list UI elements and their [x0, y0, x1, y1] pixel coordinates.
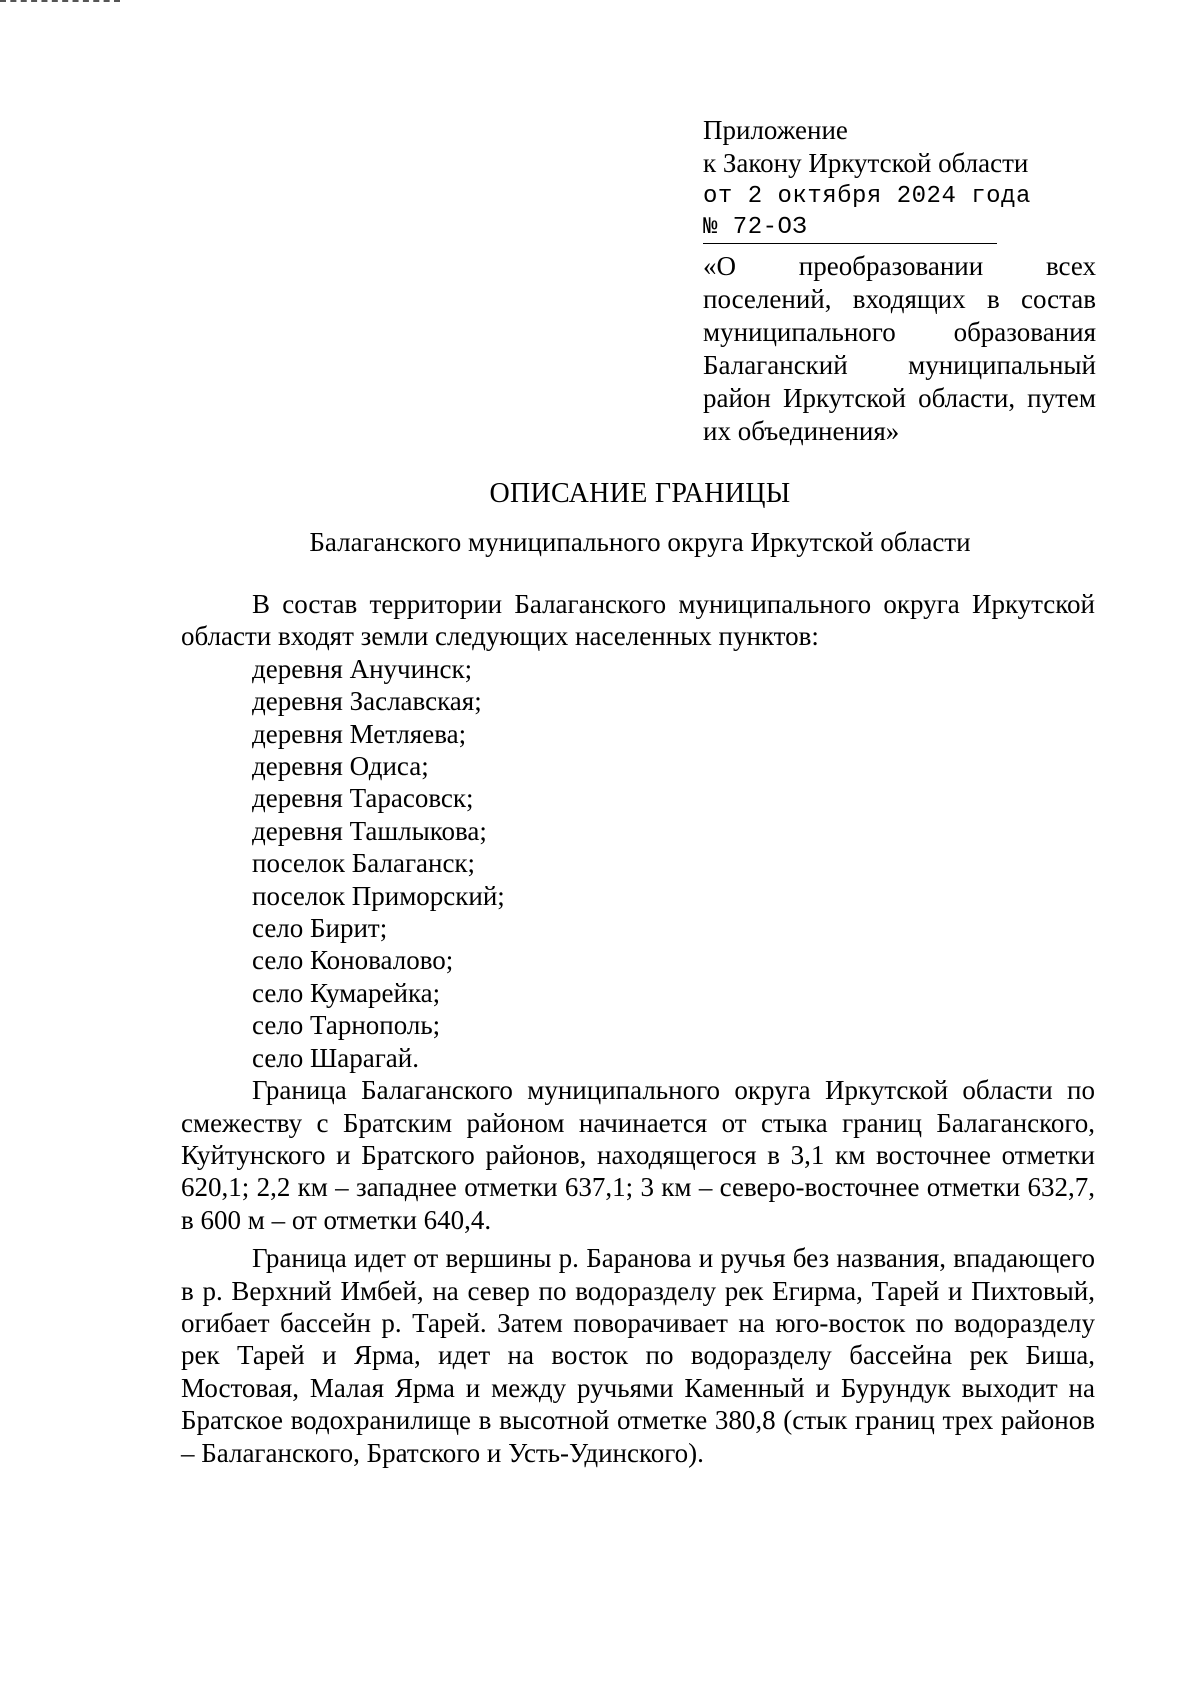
boundary-paragraph-2: Граница идет от вершины р. Баранова и ручья без названия, впадающего в р. Верхний Имбей, на север по водоразделу рек Егирма, Тарей и Пихтовый, огибает бассейн р. Тарей. Затем поворачивает на юго-восток по водоразделу рек Тарей и Ярма, идет на восток по водоразделу бассейна рек Биша, Мостовая, Малая Ярма и между ручьями Каменный и Бурундук выходит на Братское водохранилище в высотной отметке 380,8 (стык границ трех районов – Балаганского, Братского и Усть-Удинского). — [181, 1243, 1095, 1468]
settlement-item: деревня Ташлыкова; — [252, 815, 487, 846]
appendix-law-title: «О преобразовании всех поселений, входящих в состав муниципального образования Балаганский муниципальный район Иркутской области, путем их объединения» — [703, 251, 1096, 446]
settlement-item: село Бирит; — [252, 913, 388, 944]
settlement-item: поселок Балаганск; — [252, 848, 476, 879]
appendix-law-reference: к Закону Иркутской области — [703, 148, 1029, 178]
intro-paragraph: В состав территории Балаганского муниципального округа Иркутской области входят земли следующих населенных пунктов: — [181, 589, 1095, 652]
settlement-item: деревня Анучинск; — [252, 653, 473, 684]
scan-edge-mark — [0, 0, 120, 4]
settlement-item: село Кумарейка; — [252, 977, 441, 1008]
settlement-item: село Шарагай. — [252, 1042, 419, 1073]
settlement-item: деревня Метляева; — [252, 718, 467, 749]
appendix-number: № 72-ОЗ — [703, 213, 997, 244]
document-subtitle: Балаганского муниципального округа Иркутской области — [309, 527, 971, 557]
settlement-item: деревня Тарасовск; — [252, 783, 474, 814]
document-body — [181, 588, 1095, 1469]
settlement-item: село Тарнополь; — [252, 1010, 441, 1041]
document-title: ОПИСАНИЕ ГРАНИЦЫ — [489, 478, 791, 509]
appendix-label: Приложение — [703, 115, 848, 145]
settlement-list — [181, 653, 1095, 1074]
appendix-date: от 2 октября 2024 года — [703, 183, 1031, 210]
settlement-item: деревня Заславская; — [252, 686, 482, 717]
settlement-item: деревня Одиса; — [252, 751, 429, 782]
appendix-header — [703, 114, 1103, 448]
boundary-paragraph-1: Граница Балаганского муниципального округа Иркутской области по смежеству с Братским районом начинается от стыка границ Балаганского, Куйтунского и Братского районов, находящегося в 3,1 км восточнее отметки 620,1; 2,2 км – западнее отметки 637,1; 3 км – северо-восточнее отметки 632,7, в 600 м – от отметки 640,4. — [181, 1075, 1095, 1235]
settlement-item: село Коновалово; — [252, 945, 454, 976]
settlement-item: поселок Приморский; — [252, 880, 505, 911]
